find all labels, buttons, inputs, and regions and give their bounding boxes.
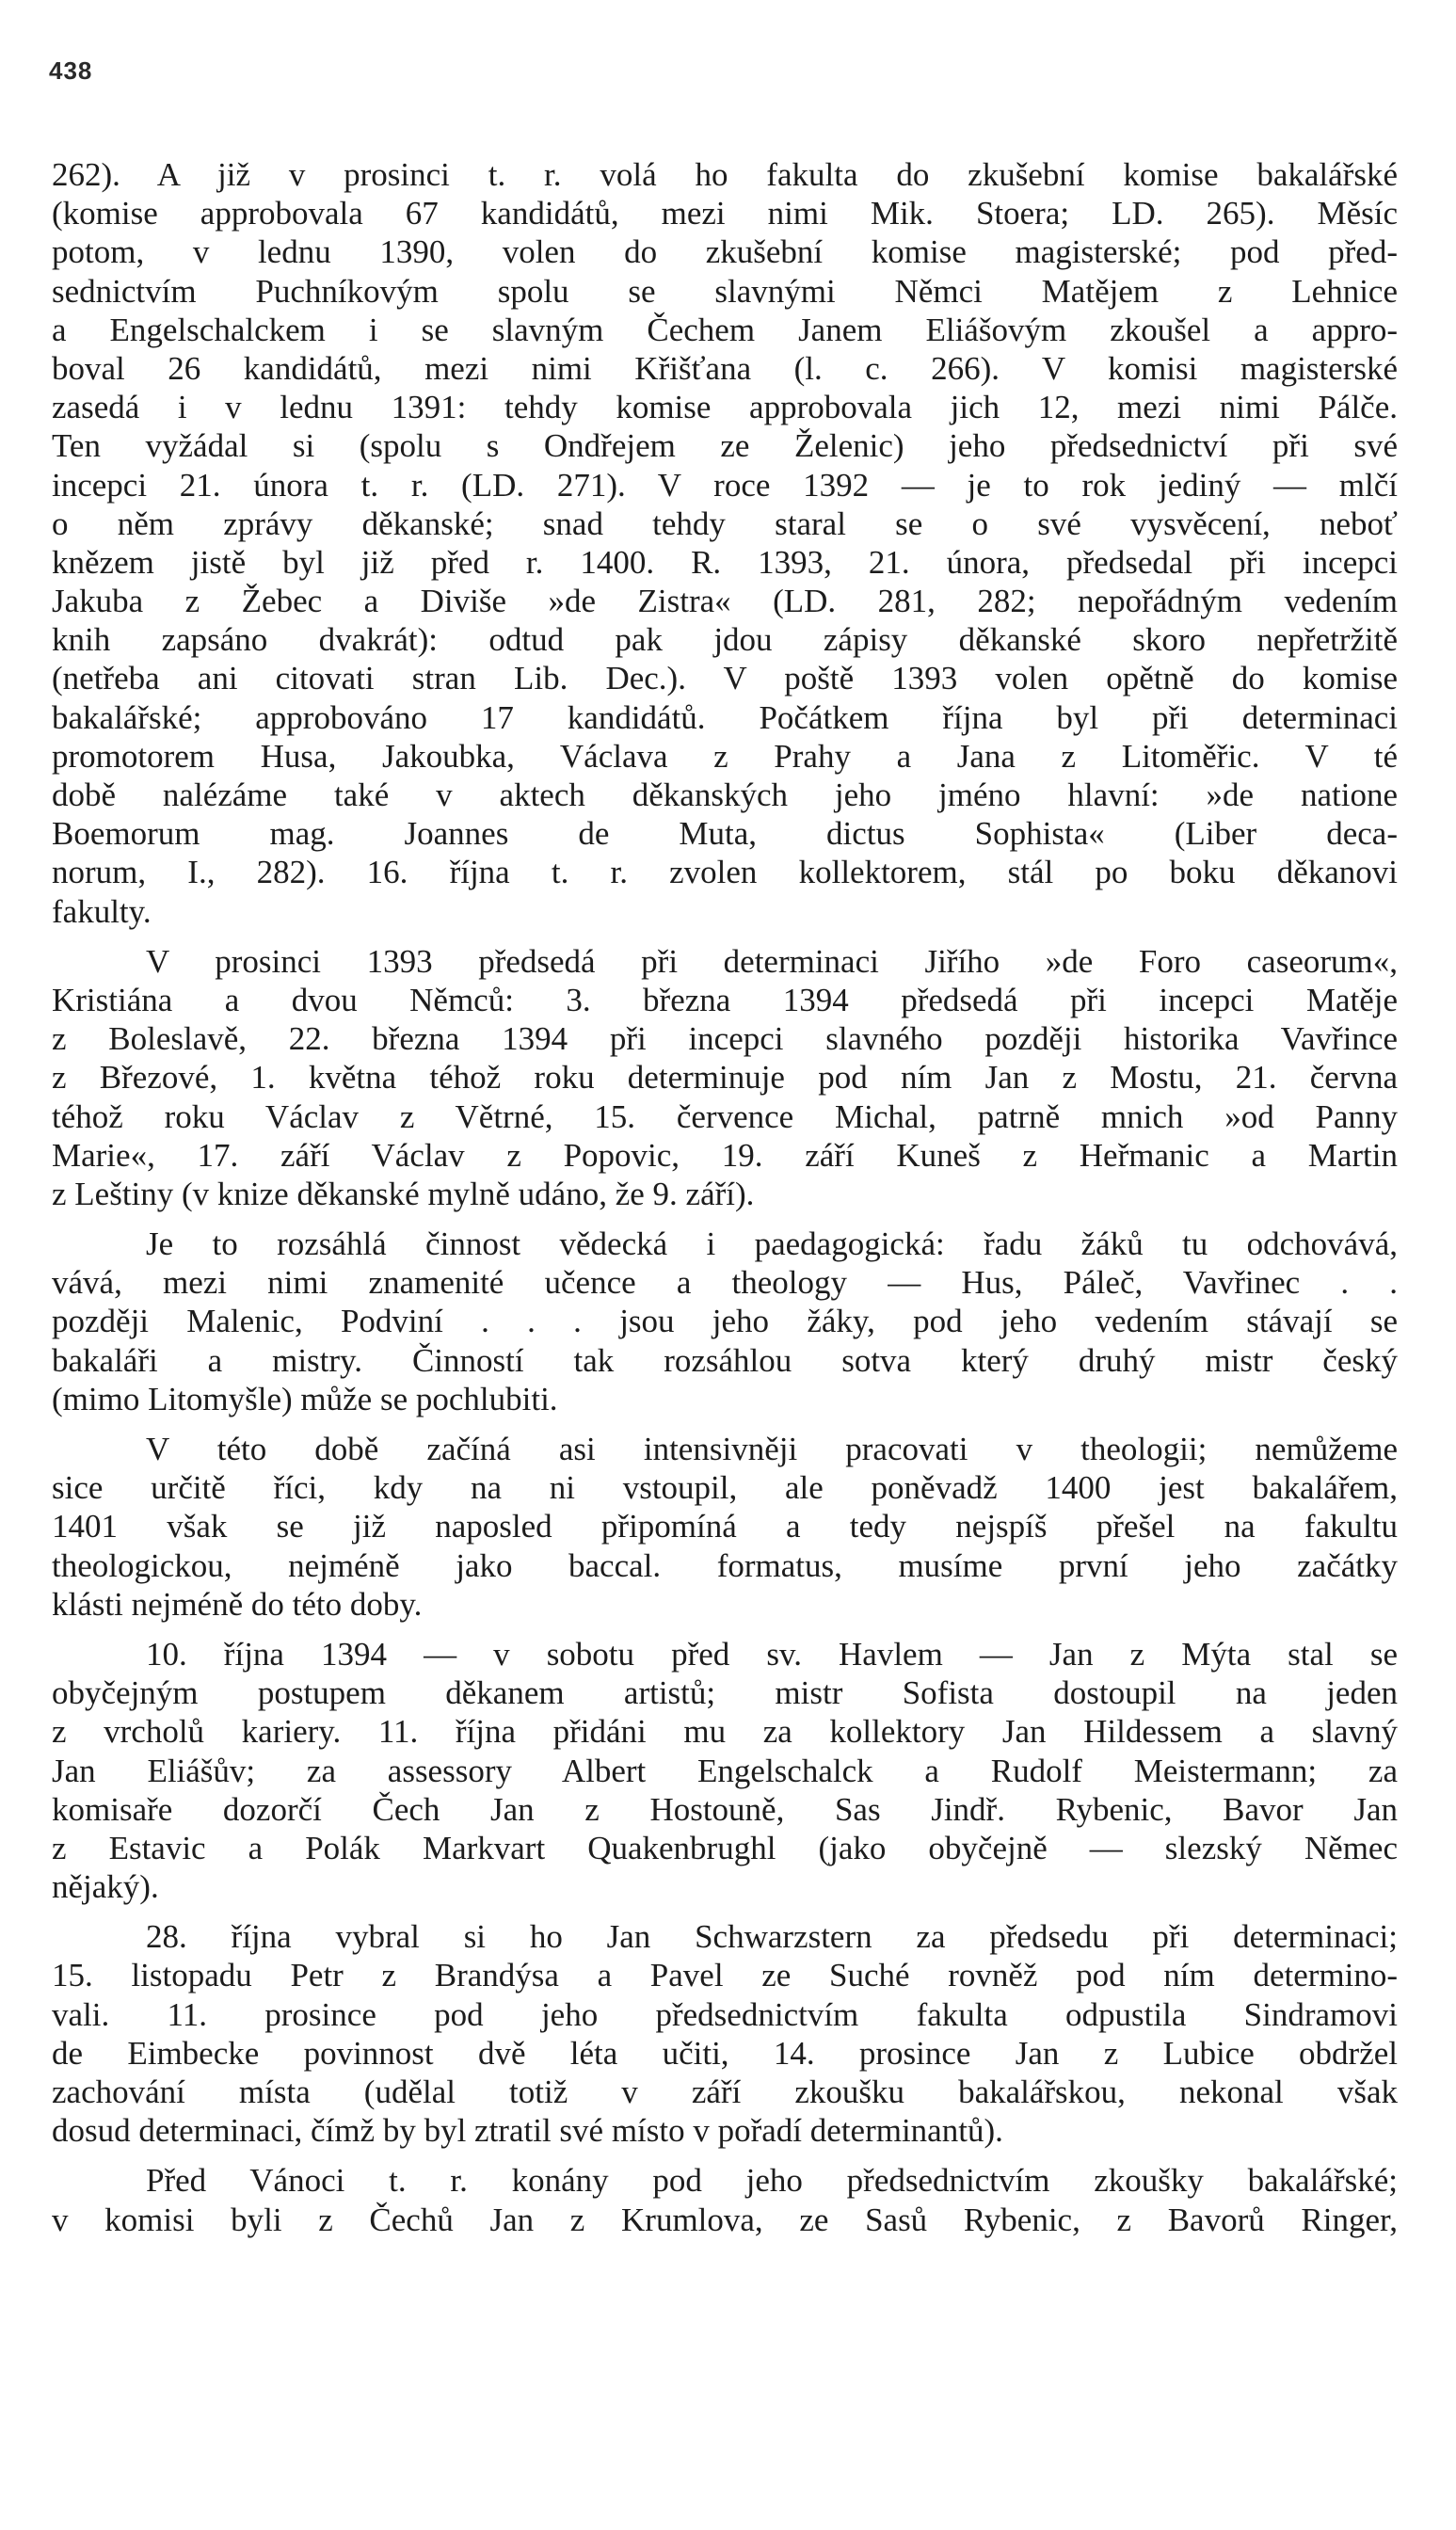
text-line: o něm zprávy děkanské; snad tehdy staral se o své vysvěcení, neboť (52, 504, 1398, 542)
paragraph-gap (52, 931, 1398, 942)
text-line: z Estavic a Polák Markvart Quakenbrughl (jako obyčejně — slezský Němec (52, 1829, 1398, 1866)
text-line: theologickou, nejméně jako baccal. formatus, musíme první jeho začátky (52, 1546, 1398, 1584)
text-line: a Engelschalckem i se slavným Čechem Janem Eliášovým zkoušel a appro- (52, 311, 1398, 348)
paragraph (52, 155, 1398, 931)
paragraph (52, 1635, 1398, 1906)
text-line: potom, v lednu 1390, volen do zkušební komise magisterské; pod před- (52, 233, 1398, 271)
text-line: dosud determinaci, čímž by byl ztratil své místo v pořadí determinantů). (52, 2112, 1003, 2150)
text-line: 262). A již v prosinci t. r. volá ho fakulta do zkušební komise bakalářské (52, 156, 1398, 193)
text-line: zasedá i v lednu 1391: tehdy komise approbovala jich 12, mezi nimi Pálče. (52, 389, 1398, 426)
text-line: později Malenic, Podviní . . . jsou jeho žáky, pod jeho vedením stávají se (52, 1303, 1398, 1340)
text-line: z vrcholů kariery. 11. října přidáni mu za kollektory Jan Hildessem a slavný (52, 1713, 1398, 1751)
paragraph-gap (52, 1213, 1398, 1225)
text-line: Je to rozsáhlá činnost vědecká i paedagogická: řadu žáků tu odchovává, (146, 1225, 1398, 1263)
text-line: komisaře dozorčí Čech Jan z Hostouně, Sas Jindř. Rybenic, Bavor Jan (52, 1790, 1398, 1828)
text-line: knězem jistě byl již před r. 1400. R. 1393, 21. února, předsedal při incepci (52, 543, 1398, 581)
text-line: sednictvím Puchníkovým spolu se slavnými Němci Matějem z Lehnice (52, 272, 1398, 310)
text-line: z Březové, 1. května téhož roku determinuje pod ním Jan z Mostu, 21. června (52, 1059, 1398, 1097)
text-line: vává, mezi nimi znamenité učence a theology — Hus, Páleč, Vavřinec . . (52, 1264, 1398, 1302)
text-line: de Eimbecke povinnost dvě léta učiti, 14. prosince Jan z Lubice obdržel (52, 2034, 1398, 2072)
paragraph (52, 1430, 1398, 1624)
text-line: (mimo Litomyšle) může se pochlubiti. (52, 1380, 558, 1417)
text-line: klásti nejméně do této doby. (52, 1585, 423, 1623)
paragraph (52, 1917, 1398, 2150)
text-line: 1401 však se již naposled připomíná a tedy nejspíš přešel na fakultu (52, 1508, 1398, 1545)
text-line: norum, I., 282). 16. října t. r. zvolen kollektorem, stál po boku děkanovi (52, 854, 1398, 891)
text-line: 15. listopadu Petr z Brandýsa a Pavel ze Suché rovněž pod ním determino- (52, 1957, 1398, 1994)
text-line: sice určitě říci, kdy na ni vstoupil, ale poněvadž 1400 jest bakalářem, (52, 1469, 1398, 1507)
text-line: bakalářské; approbováno 17 kandidátů. Počátkem října byl při determinaci (52, 698, 1398, 736)
text-line: 28. října vybral si ho Jan Schwarzstern za předsedu při determinaci; (146, 1918, 1398, 1956)
text-line: Jakuba z Žebec a Diviše »de Zistra« (LD. 281, 282; nepořádným vedením (52, 583, 1398, 620)
text-line: V této době začíná asi intensivněji pracovati v theologii; nemůžeme (146, 1431, 1398, 1467)
text-line: (komise approbovala 67 kandidátů, mezi nimi Mik. Stoera; LD. 265). Měsíc (52, 195, 1398, 232)
paragraph-gap (52, 2150, 1398, 2161)
text-line: z Boleslavě, 22. března 1394 při incepci slavného později historika Vavřince (52, 1020, 1398, 1058)
text-line: boval 26 kandidátů, mezi nimi Křišťana (l. c. 266). V komisi magisterské (52, 349, 1398, 387)
text-line: obyčejným postupem děkanem artistů; mistr Sofista dostoupil na jeden (52, 1674, 1398, 1712)
body-text (52, 155, 1398, 2239)
text-line: z Leštiny (v knize děkanské mylně udáno, že 9. září). (52, 1175, 755, 1212)
text-line: knih zapsáno dvakrát): odtud pak jdou zápisy děkanské skoro nepřetržitě (52, 621, 1398, 659)
text-line: v komisi byli z Čechů Jan z Krumlova, ze Sasů Rybenic, z Bavorů Ringer, (52, 2201, 1398, 2238)
paragraph-gap (52, 1418, 1398, 1430)
text-line: V prosinci 1393 předsedá při determinaci Jiřího »de Foro caseorum«, (146, 942, 1398, 980)
text-line: zachování místa (udělal totiž v září zkoušku bakalářskou, nekonal však (52, 2074, 1398, 2110)
text-line: bakaláři a mistry. Činností tak rozsáhlou sotva který druhý mistr český (52, 1341, 1398, 1379)
text-line: Ten vyžádal si (spolu s Ondřejem ze Želenic) jeho předsednictví při své (52, 427, 1398, 465)
paragraph-gap (52, 1624, 1398, 1635)
text-line: nějaký). (52, 1868, 159, 1906)
text-line: Jan Eliášův; za assessory Albert Engelschalck a Rudolf Meistermann; za (52, 1752, 1398, 1789)
paragraph (52, 2161, 1398, 2238)
text-line: době nalézáme také v aktech děkanských jeho jméno hlavní: »de natione (52, 777, 1398, 813)
text-line: incepci 21. února t. r. (LD. 271). V roce 1392 — je to rok jediný — mlčí (52, 466, 1398, 504)
paragraph-gap (52, 1906, 1398, 1917)
text-line: 10. října 1394 — v sobotu před sv. Havlem — Jan z Mýta stal se (146, 1635, 1398, 1673)
text-line: Před Vánoci t. r. konány pod jeho předsednictvím zkoušky bakalářské; (146, 2162, 1398, 2200)
paragraph (52, 1225, 1398, 1418)
text-line: promotorem Husa, Jakoubka, Václava z Prahy a Jana z Litoměřic. V té (52, 737, 1398, 775)
text-line: vali. 11. prosince pod jeho předsednictvím fakulta odpustila Sindramovi (52, 1995, 1398, 2033)
text-line: Kristiána a dvou Němců: 3. března 1394 předsedá při incepci Matěje (52, 981, 1398, 1018)
text-line: Boemorum mag. Joannes de Muta, dictus Sophista« (Liber deca- (52, 815, 1398, 853)
paragraph (52, 942, 1398, 1213)
text-line: fakulty. (52, 892, 152, 930)
text-line: (netřeba ani citovati stran Lib. Dec.). V poště 1393 volen opětně do komise (52, 660, 1398, 697)
text-line: Marie«, 17. září Václav z Popovic, 19. září Kuneš z Heřmanic a Martin (52, 1136, 1398, 1174)
text-line: téhož roku Václav z Větrné, 15. července Michal, patrně mnich »od Panny (52, 1097, 1398, 1135)
page-number: 438 (49, 56, 93, 85)
